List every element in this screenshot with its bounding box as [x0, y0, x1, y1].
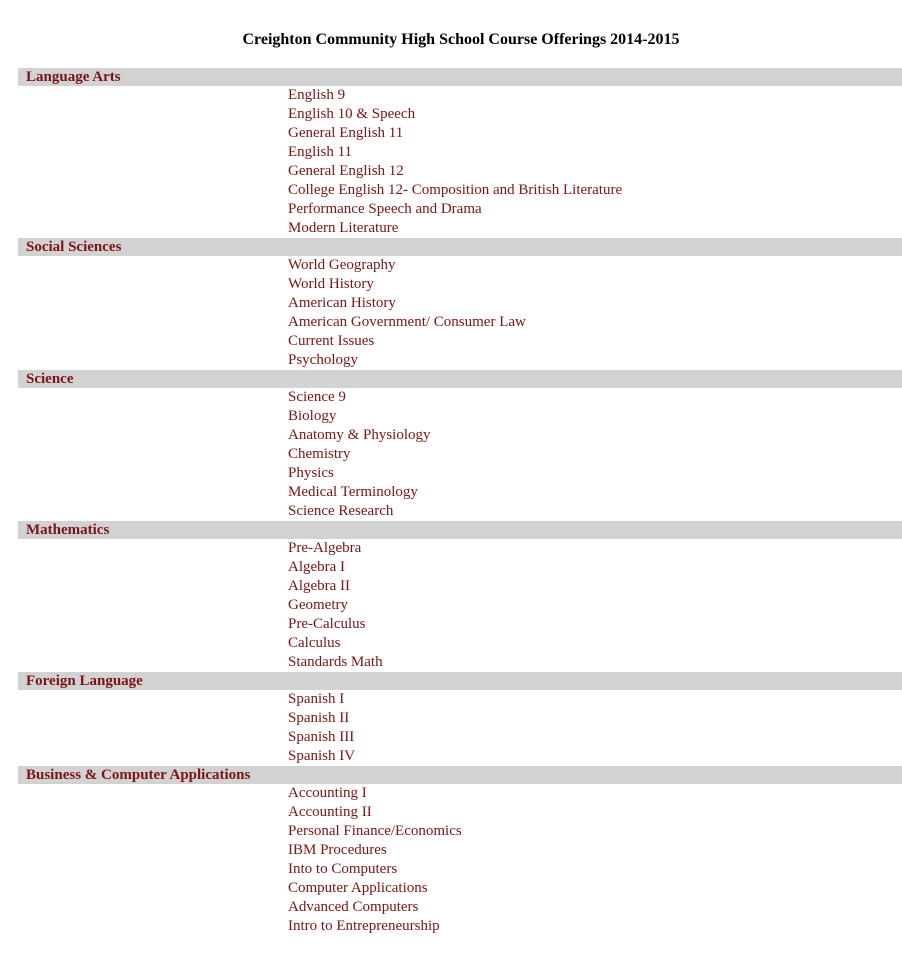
- section-header: Foreign Language: [18, 672, 902, 690]
- course-item: Performance Speech and Drama: [288, 201, 482, 217]
- course-item: College English 12- Composition and British Literature: [288, 182, 623, 198]
- course-item: Medical Terminology: [288, 484, 418, 500]
- section-header: Business & Computer Applications: [18, 766, 902, 784]
- course-item: Chemistry: [288, 446, 351, 462]
- course-section: [18, 238, 902, 370]
- course-item: IBM Procedures: [288, 842, 387, 858]
- course-item: Anatomy & Physiology: [288, 427, 431, 443]
- course-item: Personal Finance/Economics: [288, 823, 462, 839]
- course-section: [18, 521, 902, 672]
- course-item: Advanced Computers: [288, 899, 419, 915]
- course-item: Into to Computers: [288, 861, 398, 877]
- section-header: Language Arts: [18, 68, 902, 86]
- course-item: Science Research: [288, 503, 394, 519]
- course-item: Algebra I: [288, 559, 346, 575]
- course-section: [18, 68, 902, 238]
- course-item: Science 9: [288, 389, 346, 405]
- course-item: Pre-Algebra: [288, 540, 362, 556]
- course-catalog: [18, 68, 902, 936]
- course-list: [18, 784, 902, 936]
- course-item: Psychology: [288, 352, 359, 368]
- course-item: Computer Applications: [288, 880, 428, 896]
- course-item: English 9: [288, 87, 346, 103]
- course-item: Spanish III: [288, 729, 355, 745]
- section-header: Mathematics: [18, 521, 902, 539]
- course-item: Calculus: [288, 635, 341, 651]
- course-item: Algebra II: [288, 578, 351, 594]
- course-list: [18, 86, 902, 238]
- course-item: Biology: [288, 408, 337, 424]
- course-item: Standards Math: [288, 654, 383, 670]
- section-header: Science: [18, 370, 902, 388]
- course-item: Geometry: [288, 597, 348, 613]
- course-item: English 10 & Speech: [288, 106, 416, 122]
- course-item: American History: [288, 295, 396, 311]
- course-list: [18, 690, 902, 766]
- course-item: General English 11: [288, 125, 404, 141]
- course-item: World History: [288, 276, 374, 292]
- section-header: Social Sciences: [18, 238, 902, 256]
- course-item: American Government/ Consumer Law: [288, 314, 526, 330]
- course-section: [18, 370, 902, 521]
- course-item: World Geography: [288, 257, 396, 273]
- course-section: [18, 766, 902, 936]
- course-item: Spanish II: [288, 710, 350, 726]
- course-item: General English 12: [288, 163, 404, 179]
- course-item: Physics: [288, 465, 334, 481]
- course-section: [18, 672, 902, 766]
- course-item: English 11: [288, 144, 353, 160]
- course-list: [18, 388, 902, 521]
- course-item: Spanish I: [288, 691, 345, 707]
- course-list: [18, 256, 902, 370]
- course-item: Current Issues: [288, 333, 375, 349]
- course-item: Modern Literature: [288, 220, 399, 236]
- course-item: Accounting I: [288, 785, 367, 801]
- course-list: [18, 539, 902, 672]
- page-title: Creighton Community High School Course Offerings 2014-2015: [242, 31, 680, 48]
- course-item: Accounting II: [288, 804, 372, 820]
- course-item: Pre-Calculus: [288, 616, 366, 632]
- course-item: Spanish IV: [288, 748, 356, 764]
- course-item: Intro to Entrepreneurship: [288, 918, 440, 934]
